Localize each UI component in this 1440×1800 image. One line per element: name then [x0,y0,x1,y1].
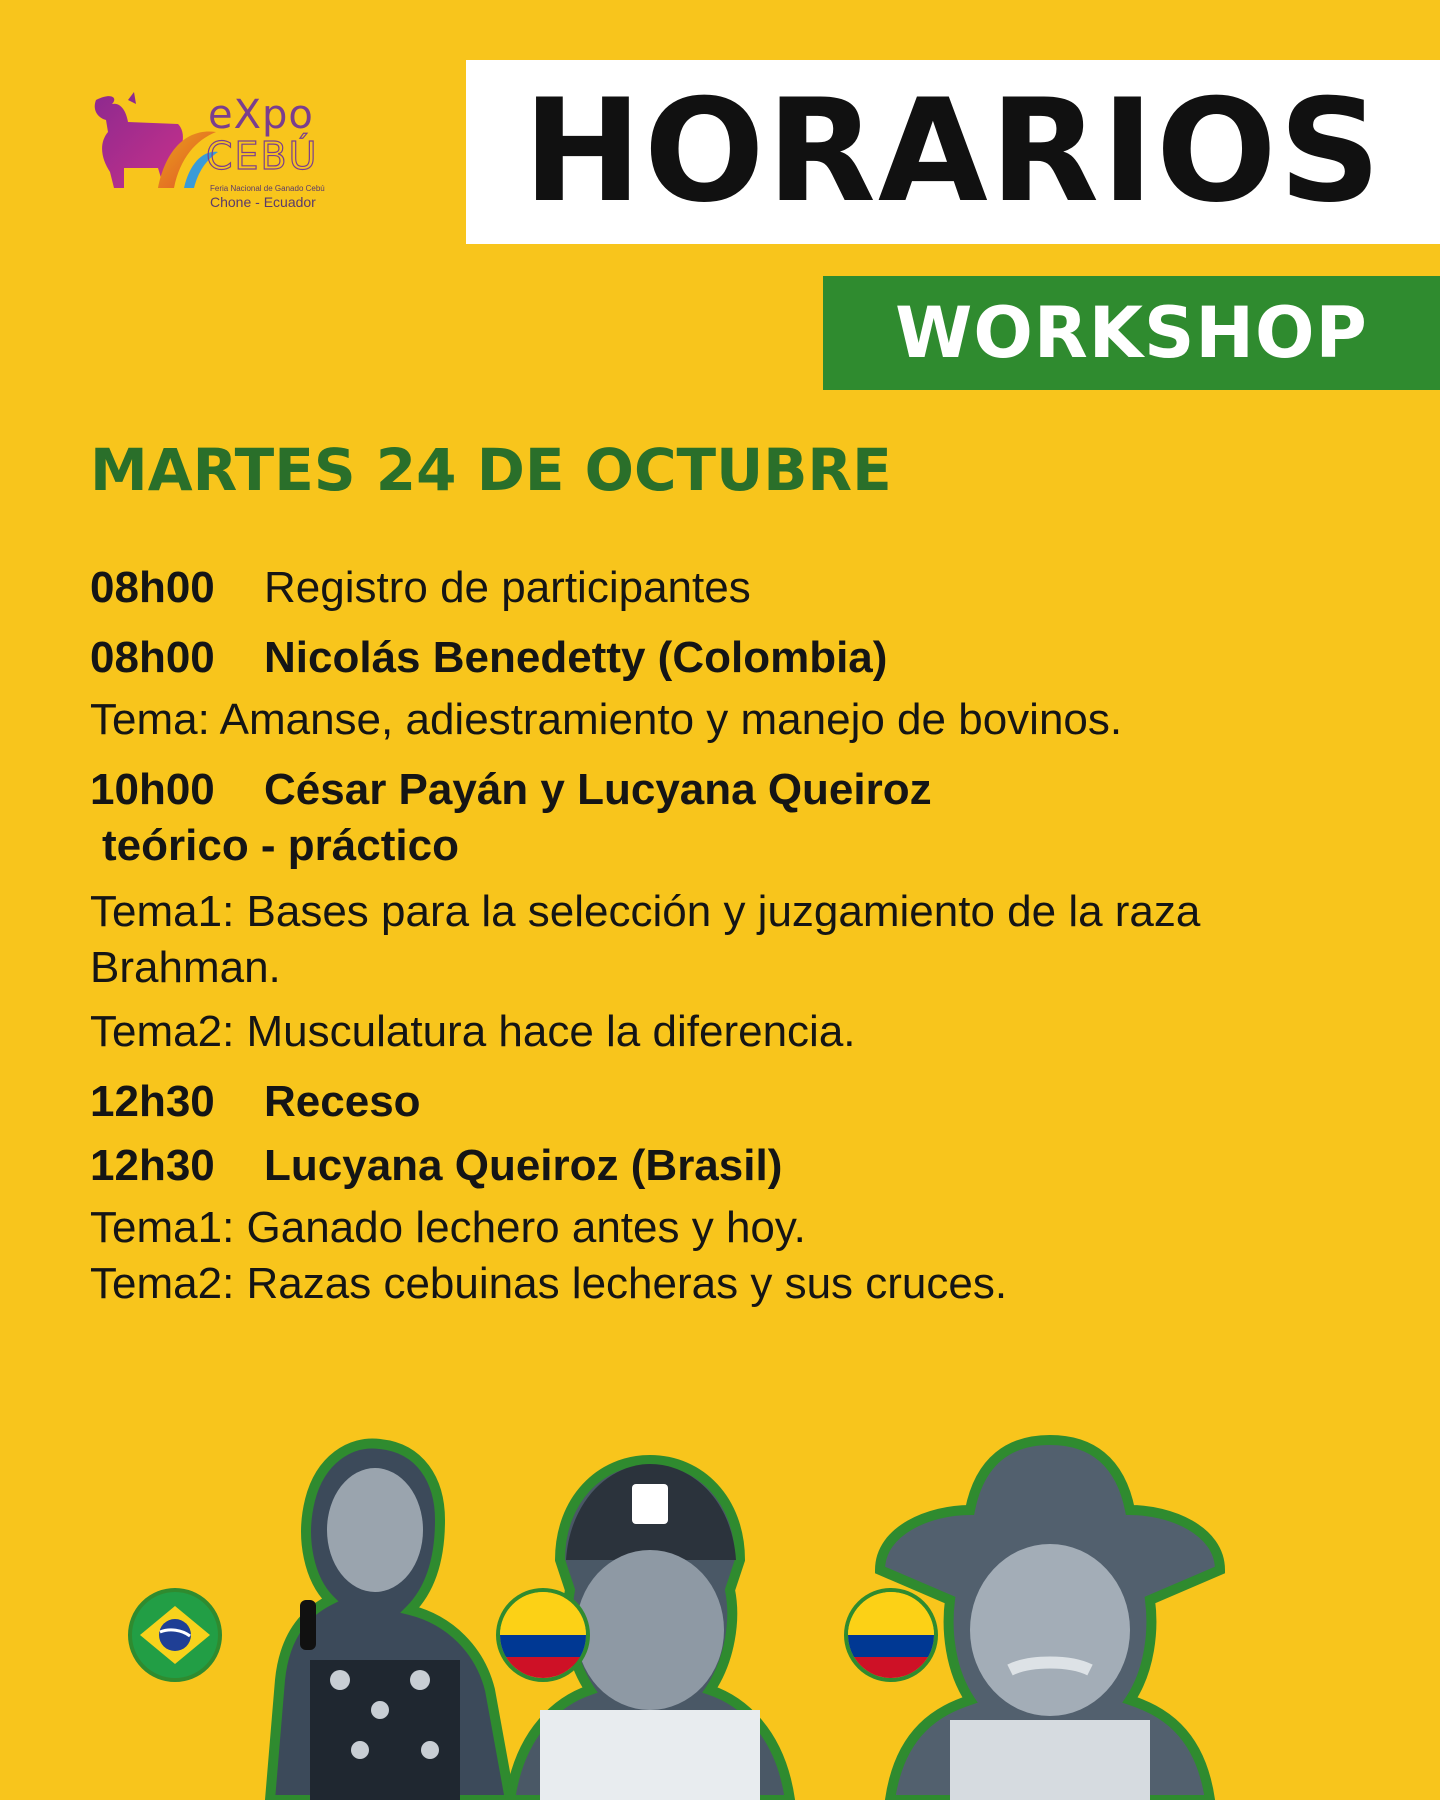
schedule-text: Registro de participantes [264,563,751,612]
schedule-time: 08h00 [90,563,215,612]
schedule-topic: Tema2: Razas cebuinas lecheras y sus cruces. [90,1259,1008,1308]
schedule-list [90,560,1420,1312]
expo-cebu-logo [88,88,358,218]
logo-subtitle: Feria Nacional de Ganado Cebú [210,184,325,193]
schedule-time: 12h30 [90,1077,215,1126]
schedule-item [90,762,1420,818]
schedule-speaker: César Payán y Lucyana Queiroz [264,765,932,814]
schedule-time: 10h00 [90,765,215,814]
schedule-time: 12h30 [90,1141,215,1190]
title-banner [466,60,1440,244]
schedule-text: Receso [264,1077,421,1126]
brazil-flag-icon [128,1588,222,1682]
schedule-speaker: Lucyana Queiroz (Brasil) [264,1141,783,1190]
schedule-topic-cont: Brahman. [90,943,281,992]
schedule-item [90,560,1420,616]
schedule-topic: Tema: Amanse, adiestramiento y manejo de bovinos. [90,695,1123,744]
bull-logo-icon [88,88,218,208]
event-date: MARTES 24 DE OCTUBRE [90,436,892,504]
speaker-photo [240,1430,520,1800]
logo-word-top: eXpo [208,92,314,138]
workshop-banner [823,276,1440,390]
speakers-photos [0,1410,1440,1800]
colombia-flag-icon [844,1588,938,1682]
logo-location: Chone - Ecuador [210,194,316,210]
schedule-item [90,1074,1420,1130]
logo-word-bottom: CEBÚ [206,134,319,178]
page-title: HORARIOS [523,69,1383,234]
schedule-item [90,630,1420,686]
schedule-topic: Tema1: Ganado lechero antes y hoy. [90,1203,806,1252]
schedule-speaker: Nicolás Benedetty (Colombia) [264,633,888,682]
workshop-label: WORKSHOP [895,292,1368,374]
schedule-topic: Tema1: Bases para la selección y juzgamiento de la raza [90,887,1201,936]
schedule-item [90,1138,1420,1194]
schedule-time: 08h00 [90,633,215,682]
schedule-topic: Tema2: Musculatura hace la diferencia. [90,1007,856,1056]
schedule-speaker-note: teórico - práctico [102,821,459,870]
colombia-flag-icon [496,1588,590,1682]
